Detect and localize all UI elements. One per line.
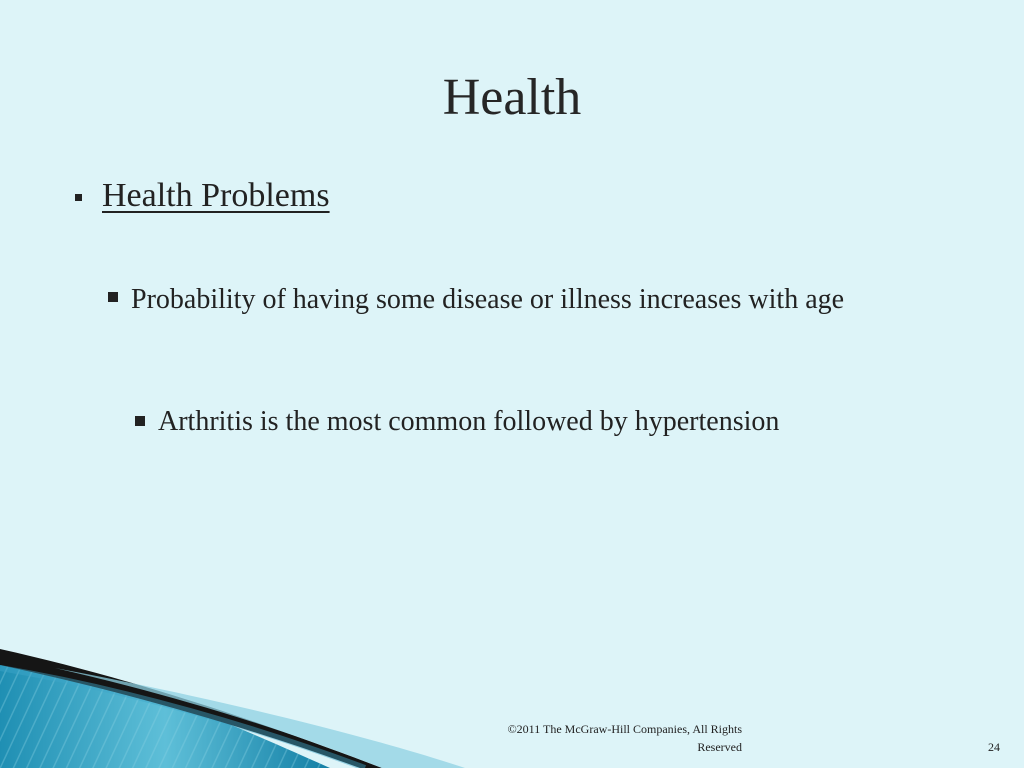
square-bullet-icon bbox=[108, 292, 118, 302]
copyright-footer: ©2011 The McGraw-Hill Companies, All Rights Reserved bbox=[507, 722, 742, 754]
bullet-level-1 bbox=[75, 174, 330, 218]
teal-highlight-line bbox=[0, 668, 365, 768]
bullet-level-2 bbox=[108, 280, 928, 319]
bullet-detail-text: Arthritis is the most common followed by hypertension bbox=[158, 406, 780, 437]
light-blue-wave-band bbox=[55, 668, 465, 768]
square-bullet-icon bbox=[75, 194, 82, 201]
teal-wave-shape bbox=[0, 650, 330, 768]
slide-title: Health bbox=[442, 69, 582, 126]
teal-wave-texture bbox=[0, 650, 330, 768]
bullet-heading-text: Health Problems bbox=[102, 177, 330, 214]
bullet-subtext: Probability of having some disease or illness increases with age bbox=[131, 284, 845, 315]
square-bullet-icon bbox=[135, 416, 145, 426]
black-wave-band bbox=[0, 649, 382, 768]
bullet-level-3 bbox=[135, 404, 779, 440]
page-number: 24 bbox=[988, 740, 1000, 754]
